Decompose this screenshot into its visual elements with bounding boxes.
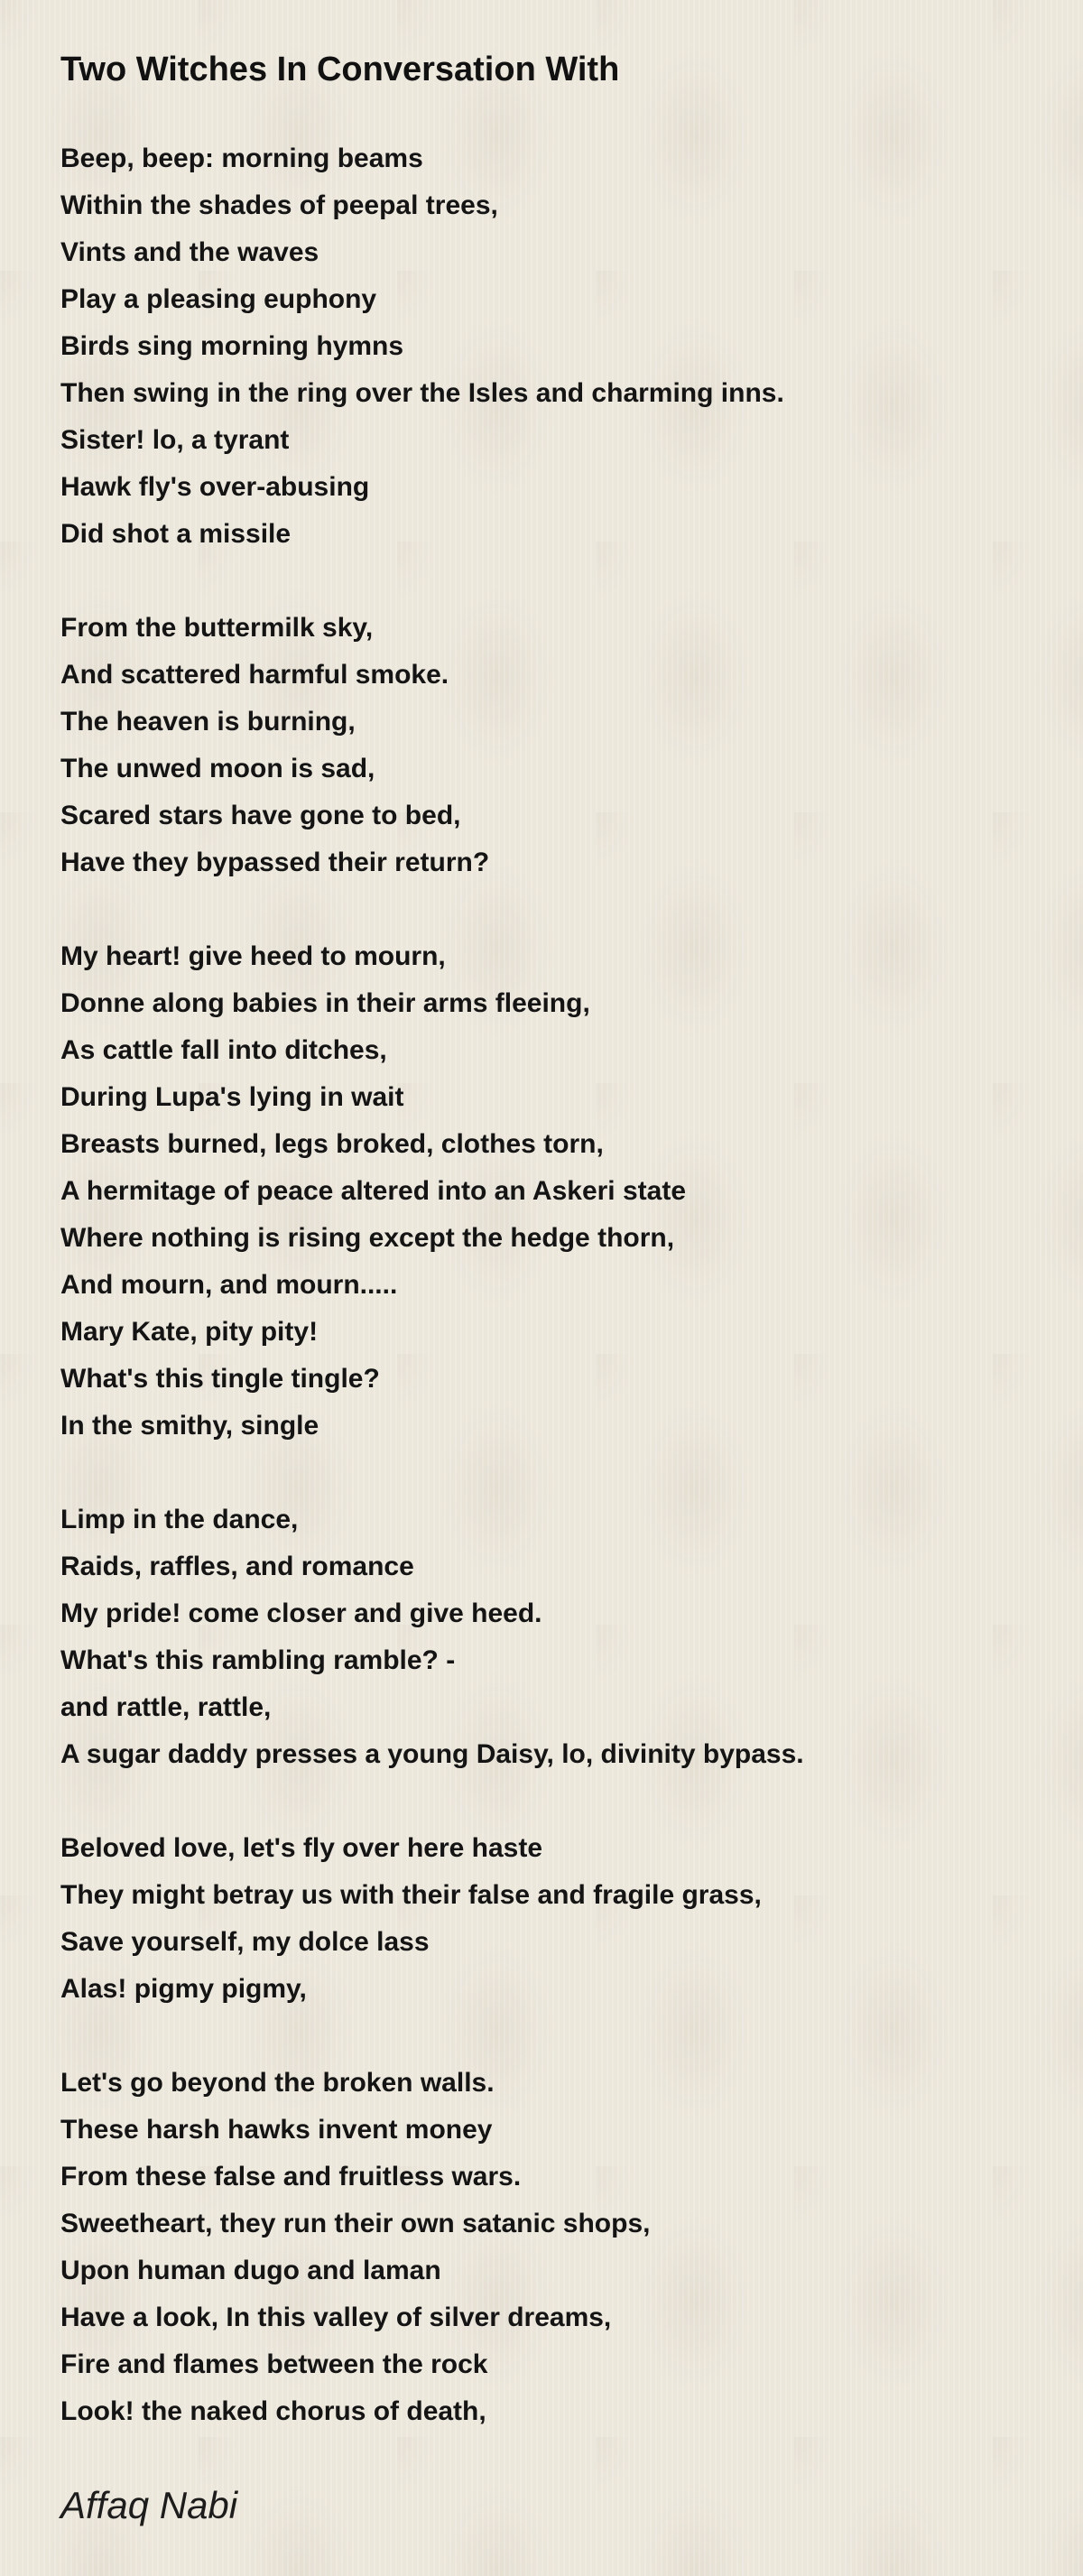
poem-line: They might betray us with their false and fragile grass, — [60, 1880, 762, 1910]
poem-line: What's this tingle tingle? — [60, 1364, 380, 1394]
poem-line: My pride! come closer and give heed. — [60, 1598, 542, 1628]
poem-author: Affaq Nabi — [60, 2484, 238, 2526]
poem-line: Beep, beep: morning beams — [60, 144, 423, 173]
poem-line: Sister! lo, a tyrant — [60, 425, 290, 455]
poem-line: Have a look, In this valley of silver dreams, — [60, 2303, 612, 2332]
poem-line: Limp in the dance, — [60, 1505, 299, 1534]
poem-line: What's this rambling ramble? - — [60, 1645, 456, 1675]
poem-line: Birds sing morning hymns — [60, 331, 404, 361]
poem-line: As cattle fall into ditches, — [60, 1035, 387, 1065]
poem-line: Breasts burned, legs broked, clothes torn, — [60, 1129, 604, 1159]
poem-line: A hermitage of peace altered into an Askeri state — [60, 1176, 687, 1206]
poem-line: The heaven is burning, — [60, 707, 356, 737]
poem-line: And mourn, and mourn..... — [60, 1270, 398, 1300]
poem-line: Beloved love, let's fly over here haste — [60, 1833, 543, 1863]
poem-line: Have they bypassed their return? — [60, 848, 490, 877]
poem-line: From these false and fruitless wars. — [60, 2162, 522, 2191]
poem-line: These harsh hawks invent money — [60, 2115, 493, 2145]
poem-line: Then swing in the ring over the Isles and charming inns. — [60, 378, 784, 408]
stanza-4 — [60, 1496, 1053, 1778]
poem-line: The unwed moon is sad, — [60, 754, 375, 783]
poem-line: In the smithy, single — [60, 1411, 319, 1441]
poem-line: Look! the naked chorus of death, — [60, 2396, 486, 2426]
poem-line: A sugar daddy presses a young Daisy, lo, divinity bypass. — [60, 1739, 804, 1769]
poem-line: and rattle, rattle, — [60, 1692, 272, 1722]
poem-line: My heart! give heed to mourn, — [60, 941, 446, 971]
poem-line: Raids, raffles, and romance — [60, 1552, 414, 1581]
stanza-5 — [60, 1825, 1053, 2013]
poem-line: And scattered harmful smoke. — [60, 660, 449, 690]
poem-line: Let's go beyond the broken walls. — [60, 2068, 495, 2098]
poem-line: Within the shades of peepal trees, — [60, 190, 498, 220]
poem-title: Two Witches In Conversation With — [60, 51, 620, 88]
stanza-3 — [60, 933, 1053, 1450]
stanza-6 — [60, 2060, 1053, 2435]
poem-line: Play a pleasing euphony — [60, 284, 377, 314]
poem-line: Did shot a missile — [60, 519, 292, 549]
poem-body — [60, 135, 1053, 2482]
poem-line: Scared stars have gone to bed, — [60, 801, 461, 830]
poem-line: Upon human dugo and laman — [60, 2256, 441, 2285]
poem-line: Alas! pigmy pigmy, — [60, 1974, 307, 2004]
poem-line: Donne along babies in their arms fleeing, — [60, 988, 590, 1018]
poem-line: Mary Kate, pity pity! — [60, 1317, 319, 1347]
poem-line: From the buttermilk sky, — [60, 613, 374, 643]
poem-line: During Lupa's lying in wait — [60, 1082, 404, 1112]
poem-line: Fire and flames between the rock — [60, 2349, 488, 2379]
poem-line: Where nothing is rising except the hedge thorn, — [60, 1223, 675, 1253]
poem-line: Save yourself, my dolce lass — [60, 1927, 430, 1957]
poem-line: Hawk fly's over-abusing — [60, 472, 370, 502]
stanza-1 — [60, 135, 1053, 558]
poem-line: Sweetheart, they run their own satanic shops, — [60, 2209, 651, 2238]
stanza-2 — [60, 605, 1053, 886]
poem-line: Vints and the waves — [60, 237, 319, 267]
